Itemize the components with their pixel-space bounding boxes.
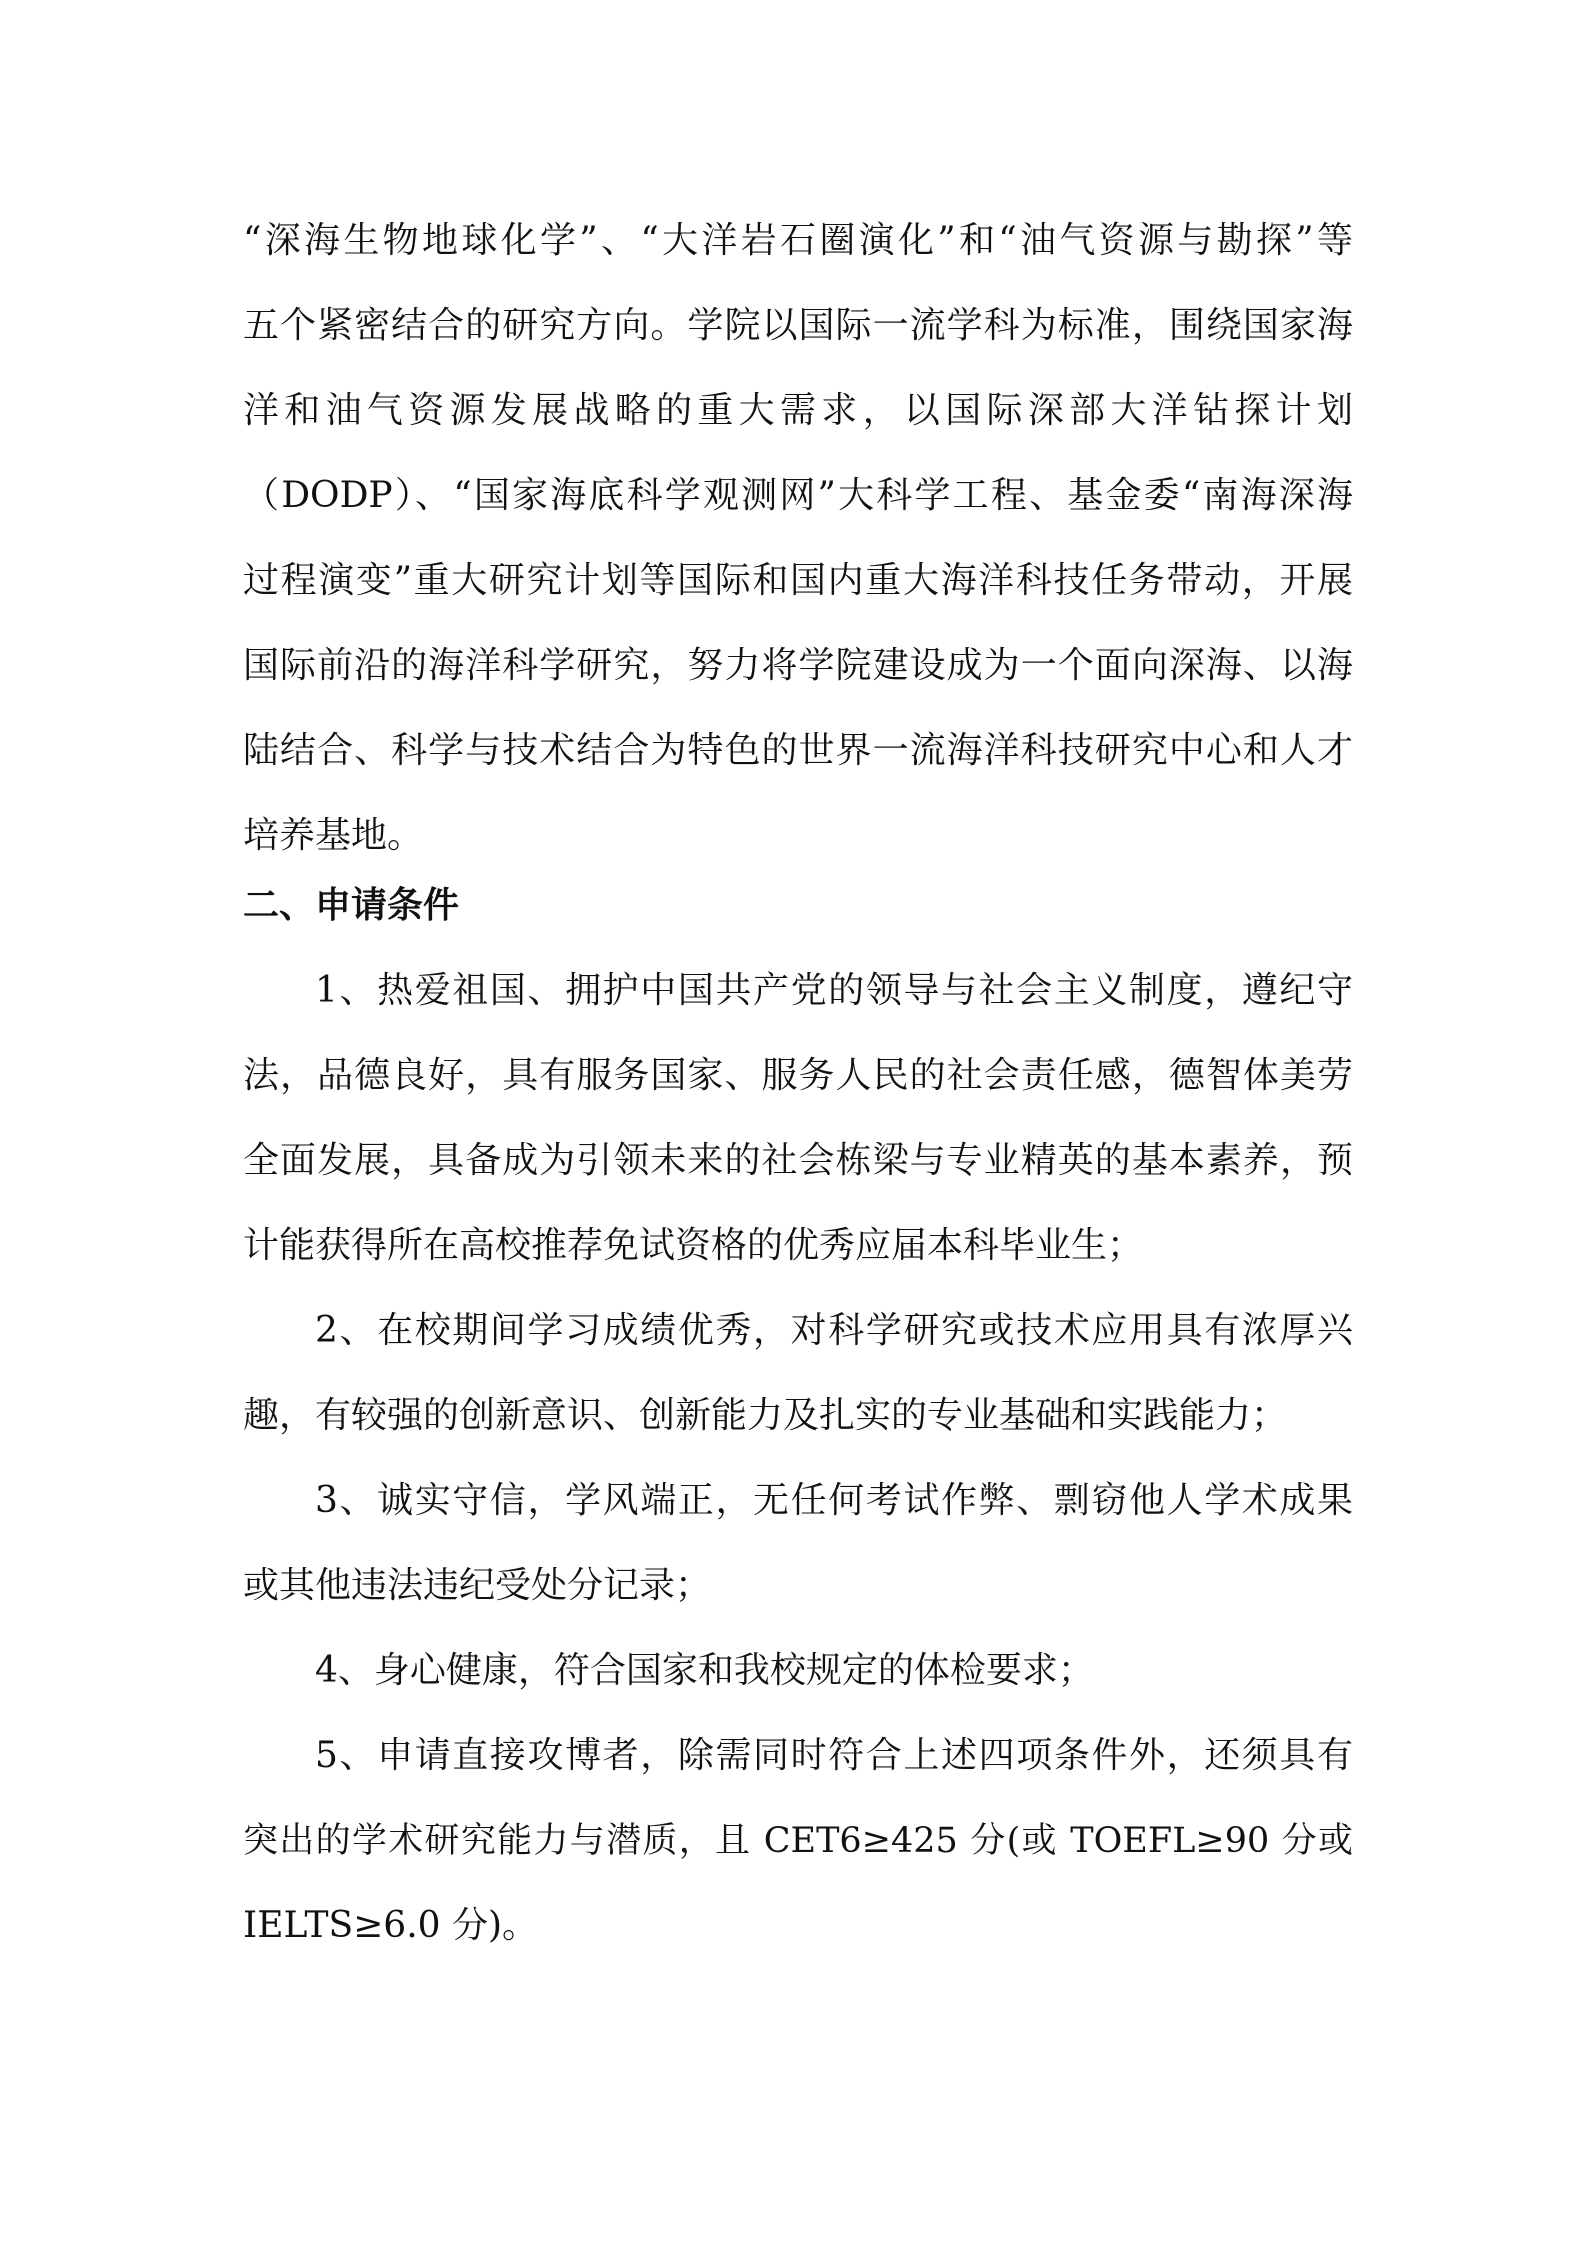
list-item-line: 全面发展，具备成为引领未来的社会栋梁与专业精英的基本素养，预 <box>243 1140 1353 1181</box>
list-item-line: 法，品德良好，具有服务国家、服务人民的社会责任感，德智体美劳 <box>243 1055 1353 1096</box>
list-item-line: 或其他违法违纪受处分记录； <box>243 1565 712 1606</box>
paragraph-line: “深海生物地球化学”、“大洋岩石圈演化”和“油气资源与勘探”等 <box>243 220 1353 261</box>
paragraph-line: 国际前沿的海洋科学研究，努力将学院建设成为一个面向深海、以海 <box>243 645 1353 686</box>
list-item-line: 突出的学术研究能力与潜质，且 CET6≥425 分(或 TOEFL≥90 分或 <box>243 1821 1353 1861</box>
paragraph-line: 洋和油气资源发展战略的重大需求，以国际深部大洋钻探计划 <box>243 390 1353 431</box>
list-item-line: 趣，有较强的创新意识、创新能力及扎实的专业基础和实践能力； <box>243 1395 1288 1436</box>
paragraph-line: 陆结合、科学与技术结合为特色的世界一流海洋科技研究中心和人才 <box>243 730 1353 771</box>
list-item-line: 2、在校期间学习成绩优秀，对科学研究或技术应用具有浓厚兴 <box>315 1310 1353 1351</box>
section-heading: 二、申请条件 <box>243 885 460 926</box>
list-item-line: 4、身心健康，符合国家和我校规定的体检要求； <box>315 1650 1094 1691</box>
list-item-line: 5、申请直接攻博者，除需同时符合上述四项条件外，还须具有 <box>315 1735 1353 1776</box>
list-item-line: 3、诚实守信，学风端正，无任何考试作弊、剽窃他人学术成果 <box>315 1480 1353 1521</box>
list-item-line: 计能获得所在高校推荐免试资格的优秀应届本科毕业生； <box>243 1225 1144 1266</box>
paragraph-line: 培养基地。 <box>243 815 424 856</box>
list-item-line: 1、热爱祖国、拥护中国共产党的领导与社会主义制度，遵纪守 <box>315 970 1353 1011</box>
paragraph-line: （DODP）、“国家海底科学观测网”大科学工程、基金委“南海深海 <box>243 475 1353 516</box>
paragraph-line: 五个紧密结合的研究方向。学院以国际一流学科为标准，围绕国家海 <box>243 305 1353 346</box>
paragraph-line: 过程演变”重大研究计划等国际和国内重大海洋科技任务带动，开展 <box>243 560 1353 601</box>
list-item-line: IELTS≥6.0 分)。 <box>243 1905 539 1946</box>
